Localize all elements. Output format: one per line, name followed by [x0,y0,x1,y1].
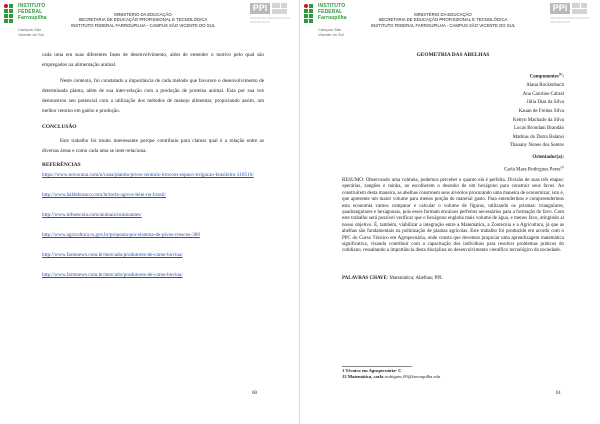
page-number: 60 [252,391,257,396]
footnotes [342,368,564,380]
reference-link[interactable]: http://www.farmnews.com.br/mercado/produtores-de-carne-bovina/ [42,272,183,278]
author-name: Alana Rockenbach [526,83,564,89]
header-title: MINISTÉRIO DA EDUCAÇÃO SECRETARIA DE EDUCAÇÃO PROFISSIONAL E TECNOLÓGICA INSTITUTO FEDERAL FARROUPILHA - CAMPUS SÃO VICENTE DO SUL [370,12,516,28]
paragraph: cada uma em suas diferentes fases de desenvolvimento, além de entender o motivo pelo qual são empregados na alimentação animal. [42,52,264,68]
article-title: GEOMETRIA DAS ABELHAS [416,52,490,58]
institute-logo-subtitle: Campus São Vicente do Sul [18,27,44,37]
ppi-logo-text: PPI [250,3,270,14]
components-label: Componentes$^{(1)}$: [529,72,564,80]
authors-block [504,70,564,175]
author-name: Kauan de Freitas Silva [518,109,564,115]
page-number: 61 [556,391,561,396]
references-heading: REFERÊNCIAS [42,162,81,168]
institute-logo-text: INSTITUTO FEDERAL Farroupilha [18,3,47,21]
conclusion-heading: CONCLUSÃO [42,124,77,130]
page-header [0,2,300,38]
institute-logo-text: INSTITUTO FEDERAL Farroupilha [318,3,347,21]
footnote: 12 Matemática, carla rodrigues.09@farroupilha.edu [342,374,441,379]
ppi-logo-subtitle: PROJETOS PEDAGÓGICOS INTEGRADOS [550,16,590,24]
abstract: RESUMO: Observando uma colmeia, podemos perceber o quanto ela é perfeita. Divisão de suas três etapas: operárias, zangões e rainha, ao escolherem o desenho de um hexágono para construir seus favos. Ao construírem desta maneira, as abelhas constroem seus alvéolos procurando uma maneira de economizar, isto é, que apresente um maior volume para menos porção de material gasto. Para entendermos e compreendermos esta economia vamos comparar e calcular o volume de figuras, utilizando os prismas: triangulares, quadrangulares e hexagonais, pois esses formam encaixes perfeitos necessários para a formação do favo. Com este trabalho será possível verificar que o hexágono engloba mais volume de água, e menos favo, atingindo al nosso objetivo. É, também, viabilizar a integração entre a Matemática, a Zootecnia e a Agricultura, já que as abelhas são fundamentais na polinização de plantas agrícolas. Este trabalho foi produzido em acordo com o PPC do Curso Técnico em Agropecuária, onde consta que devemos propiciar uma aprendizagem matemática significativa, visando contribuir com a capacitação dos indivíduos para resolver problemas práticos do cotidiano, ressaltando a importância desta disciplina no desenvolvimento científico tecnológico da sociedade. [342,178,564,254]
footnote: 1 Técnico em Agropecuária- C [342,368,402,373]
reference-link[interactable]: http://www.farmnews.com.br/mercado/produtores-de-carne-bovina/ [42,252,183,258]
page-header [300,2,600,38]
author-name: Kettyn Machado da Silva [513,117,564,123]
author-name: Mathias do Dutra Balansi [512,134,564,140]
ppi-logo-subtitle: PROJETOS PEDAGÓGICOS INTEGRADOS [250,16,290,24]
header-title: MINISTÉRIO DA EDUCAÇÃO SECRETARIA DE EDUCAÇÃO PROFISSIONAL E TECNOLÓGICA INSTITUTO FEDERAL FARROUPILHA - CAMPUS SÃO VICENTE DO SUL [70,12,216,28]
reference-link[interactable]: http://www.baldebranco.com.br/torta-agro-e-leite-no-brasil/ [42,192,166,198]
ppi-logo-text: PPI [550,3,570,14]
left-body [42,50,264,290]
author-name: Lucas Brondani Brandão [514,126,564,132]
reference-link[interactable]: https://www.novacana.com/n/cana/plantio/pivos-centrais-irrocom-espaco-irrigacao-brasileira-310516/ [42,172,254,178]
institute-logo [304,3,347,37]
right-page [300,0,600,424]
paragraph: Neste contexto, foi constatado a importância de cada método que favorece o desenvolvimento de determinada planta, além de sua inter-relação com a produção de proteína animal. Esta por sua vez demonstrou seu potencial com a utilização dos métodos de manejo alimentar, propiciando assim, um melhor retorno em ganho e produção. [42,78,264,114]
advisor-label: Orientador(a): [532,155,564,160]
advisor-name: Carla Mara Rodrigues Peres$^{(2)}$ [503,164,564,173]
reference-link[interactable]: http://www.agricultura.rs.gov.br/proposta-por-sistema-de-pivos-cresceu-300 [42,232,200,238]
ppi-logo [250,3,294,33]
keywords: PALAVRAS CHAVE: Matemática; Abelhas; PPI. [342,276,443,281]
author-name: Ana Caroline Cabral [522,91,564,97]
footnote-divider [342,366,412,367]
ppi-logo [550,3,594,33]
references-list [42,170,264,280]
reference-link[interactable]: http://www.infoescola.com/animais/ruminantes/ [42,212,142,218]
institute-logo-icon [304,3,317,37]
author-name: Júlia Dias da Silva [526,100,564,106]
institute-logo-subtitle: Campus São Vicente do Sul [318,27,344,37]
author-name: Thauany Nunes dos Santos [509,143,564,149]
institute-logo [4,3,47,37]
conclusion-text: Este trabalho foi muito interessante porque contribuiu para clarear qual é a relação entre as diversas áreas e como cada uma se inter-relaciona. [42,138,264,154]
institute-logo-icon [4,3,17,37]
